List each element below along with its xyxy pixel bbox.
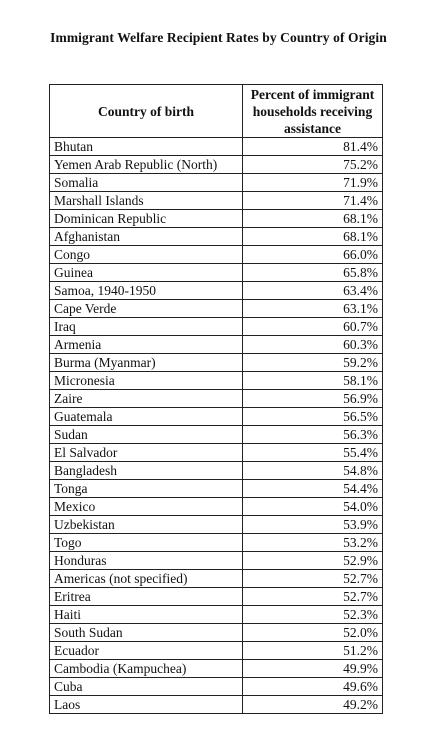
- country-cell: Eritrea: [50, 588, 243, 606]
- country-cell: Somalia: [50, 174, 243, 192]
- table-row: [50, 408, 383, 426]
- table-row: [50, 696, 383, 714]
- table-row: [50, 300, 383, 318]
- percent-cell: 54.8%: [243, 462, 383, 480]
- country-cell: Armenia: [50, 336, 243, 354]
- table-row: [50, 660, 383, 678]
- table-row: [50, 678, 383, 696]
- percent-cell: 56.3%: [243, 426, 383, 444]
- table-row: [50, 480, 383, 498]
- column-header-percent-line-2: households receiving: [252, 103, 373, 119]
- column-header-percent-line-3: assistance: [284, 120, 341, 136]
- column-header-country: Country of birth: [50, 85, 243, 138]
- table-row: [50, 498, 383, 516]
- table-row: [50, 210, 383, 228]
- country-cell: Sudan: [50, 426, 243, 444]
- percent-cell: 53.2%: [243, 534, 383, 552]
- percent-cell: 49.9%: [243, 660, 383, 678]
- country-cell: Cuba: [50, 678, 243, 696]
- table-row: [50, 606, 383, 624]
- country-cell: Iraq: [50, 318, 243, 336]
- table-row: [50, 192, 383, 210]
- percent-cell: 52.7%: [243, 570, 383, 588]
- percent-cell: 75.2%: [243, 156, 383, 174]
- country-cell: Cape Verde: [50, 300, 243, 318]
- country-cell: South Sudan: [50, 624, 243, 642]
- country-cell: El Salvador: [50, 444, 243, 462]
- table-row: [50, 624, 383, 642]
- country-cell: Mexico: [50, 498, 243, 516]
- country-cell: Marshall Islands: [50, 192, 243, 210]
- percent-cell: 56.9%: [243, 390, 383, 408]
- percent-cell: 54.4%: [243, 480, 383, 498]
- table-row: [50, 156, 383, 174]
- country-cell: Haiti: [50, 606, 243, 624]
- page-title: Immigrant Welfare Recipient Rates by Country of Origin: [50, 30, 387, 45]
- table-row: [50, 426, 383, 444]
- table-row: [50, 372, 383, 390]
- country-cell: Burma (Myanmar): [50, 354, 243, 372]
- column-header-percent-line-1: Percent of immigrant: [250, 86, 375, 102]
- table-row: [50, 444, 383, 462]
- percent-cell: 63.1%: [243, 300, 383, 318]
- percent-cell: 58.1%: [243, 372, 383, 390]
- country-cell: Cambodia (Kampuchea): [50, 660, 243, 678]
- country-cell: Americas (not specified): [50, 570, 243, 588]
- percent-cell: 63.4%: [243, 282, 383, 300]
- country-cell: Togo: [50, 534, 243, 552]
- country-cell: Ecuador: [50, 642, 243, 660]
- percent-cell: 49.2%: [243, 696, 383, 714]
- percent-cell: 49.6%: [243, 678, 383, 696]
- table-row: [50, 588, 383, 606]
- country-cell: Samoa, 1940-1950: [50, 282, 243, 300]
- percent-cell: 51.2%: [243, 642, 383, 660]
- percent-cell: 56.5%: [243, 408, 383, 426]
- percent-cell: 60.7%: [243, 318, 383, 336]
- table-row: [50, 552, 383, 570]
- country-cell: Yemen Arab Republic (North): [50, 156, 243, 174]
- percent-cell: 68.1%: [243, 210, 383, 228]
- percent-cell: 59.2%: [243, 354, 383, 372]
- percent-cell: 52.0%: [243, 624, 383, 642]
- percent-cell: 55.4%: [243, 444, 383, 462]
- table-row: [50, 264, 383, 282]
- percent-cell: 54.0%: [243, 498, 383, 516]
- country-cell: Laos: [50, 696, 243, 714]
- table-row: [50, 246, 383, 264]
- percent-cell: 81.4%: [243, 138, 383, 156]
- country-cell: Dominican Republic: [50, 210, 243, 228]
- percent-cell: 52.3%: [243, 606, 383, 624]
- percent-cell: 66.0%: [243, 246, 383, 264]
- country-cell: Bangladesh: [50, 462, 243, 480]
- table-row: [50, 516, 383, 534]
- country-cell: Bhutan: [50, 138, 243, 156]
- table-row: [50, 570, 383, 588]
- percent-cell: 68.1%: [243, 228, 383, 246]
- data-table: [49, 84, 383, 714]
- table-row: [50, 354, 383, 372]
- table-row: [50, 390, 383, 408]
- column-header-percent: [243, 85, 383, 138]
- table-row: [50, 138, 383, 156]
- header-row: [50, 85, 383, 138]
- country-cell: Uzbekistan: [50, 516, 243, 534]
- table-row: [50, 318, 383, 336]
- table-row: [50, 642, 383, 660]
- percent-cell: 53.9%: [243, 516, 383, 534]
- country-cell: Honduras: [50, 552, 243, 570]
- country-cell: Micronesia: [50, 372, 243, 390]
- percent-cell: 60.3%: [243, 336, 383, 354]
- percent-cell: 52.9%: [243, 552, 383, 570]
- country-cell: Tonga: [50, 480, 243, 498]
- table-row: [50, 174, 383, 192]
- percent-cell: 52.7%: [243, 588, 383, 606]
- table-body: [50, 138, 383, 714]
- country-cell: Congo: [50, 246, 243, 264]
- percent-cell: 65.8%: [243, 264, 383, 282]
- country-cell: Guinea: [50, 264, 243, 282]
- table-row: [50, 336, 383, 354]
- country-cell: Afghanistan: [50, 228, 243, 246]
- table-row: [50, 462, 383, 480]
- percent-cell: 71.9%: [243, 174, 383, 192]
- country-cell: Guatemala: [50, 408, 243, 426]
- table-row: [50, 282, 383, 300]
- country-cell: Zaire: [50, 390, 243, 408]
- table-row: [50, 534, 383, 552]
- percent-cell: 71.4%: [243, 192, 383, 210]
- table-row: [50, 228, 383, 246]
